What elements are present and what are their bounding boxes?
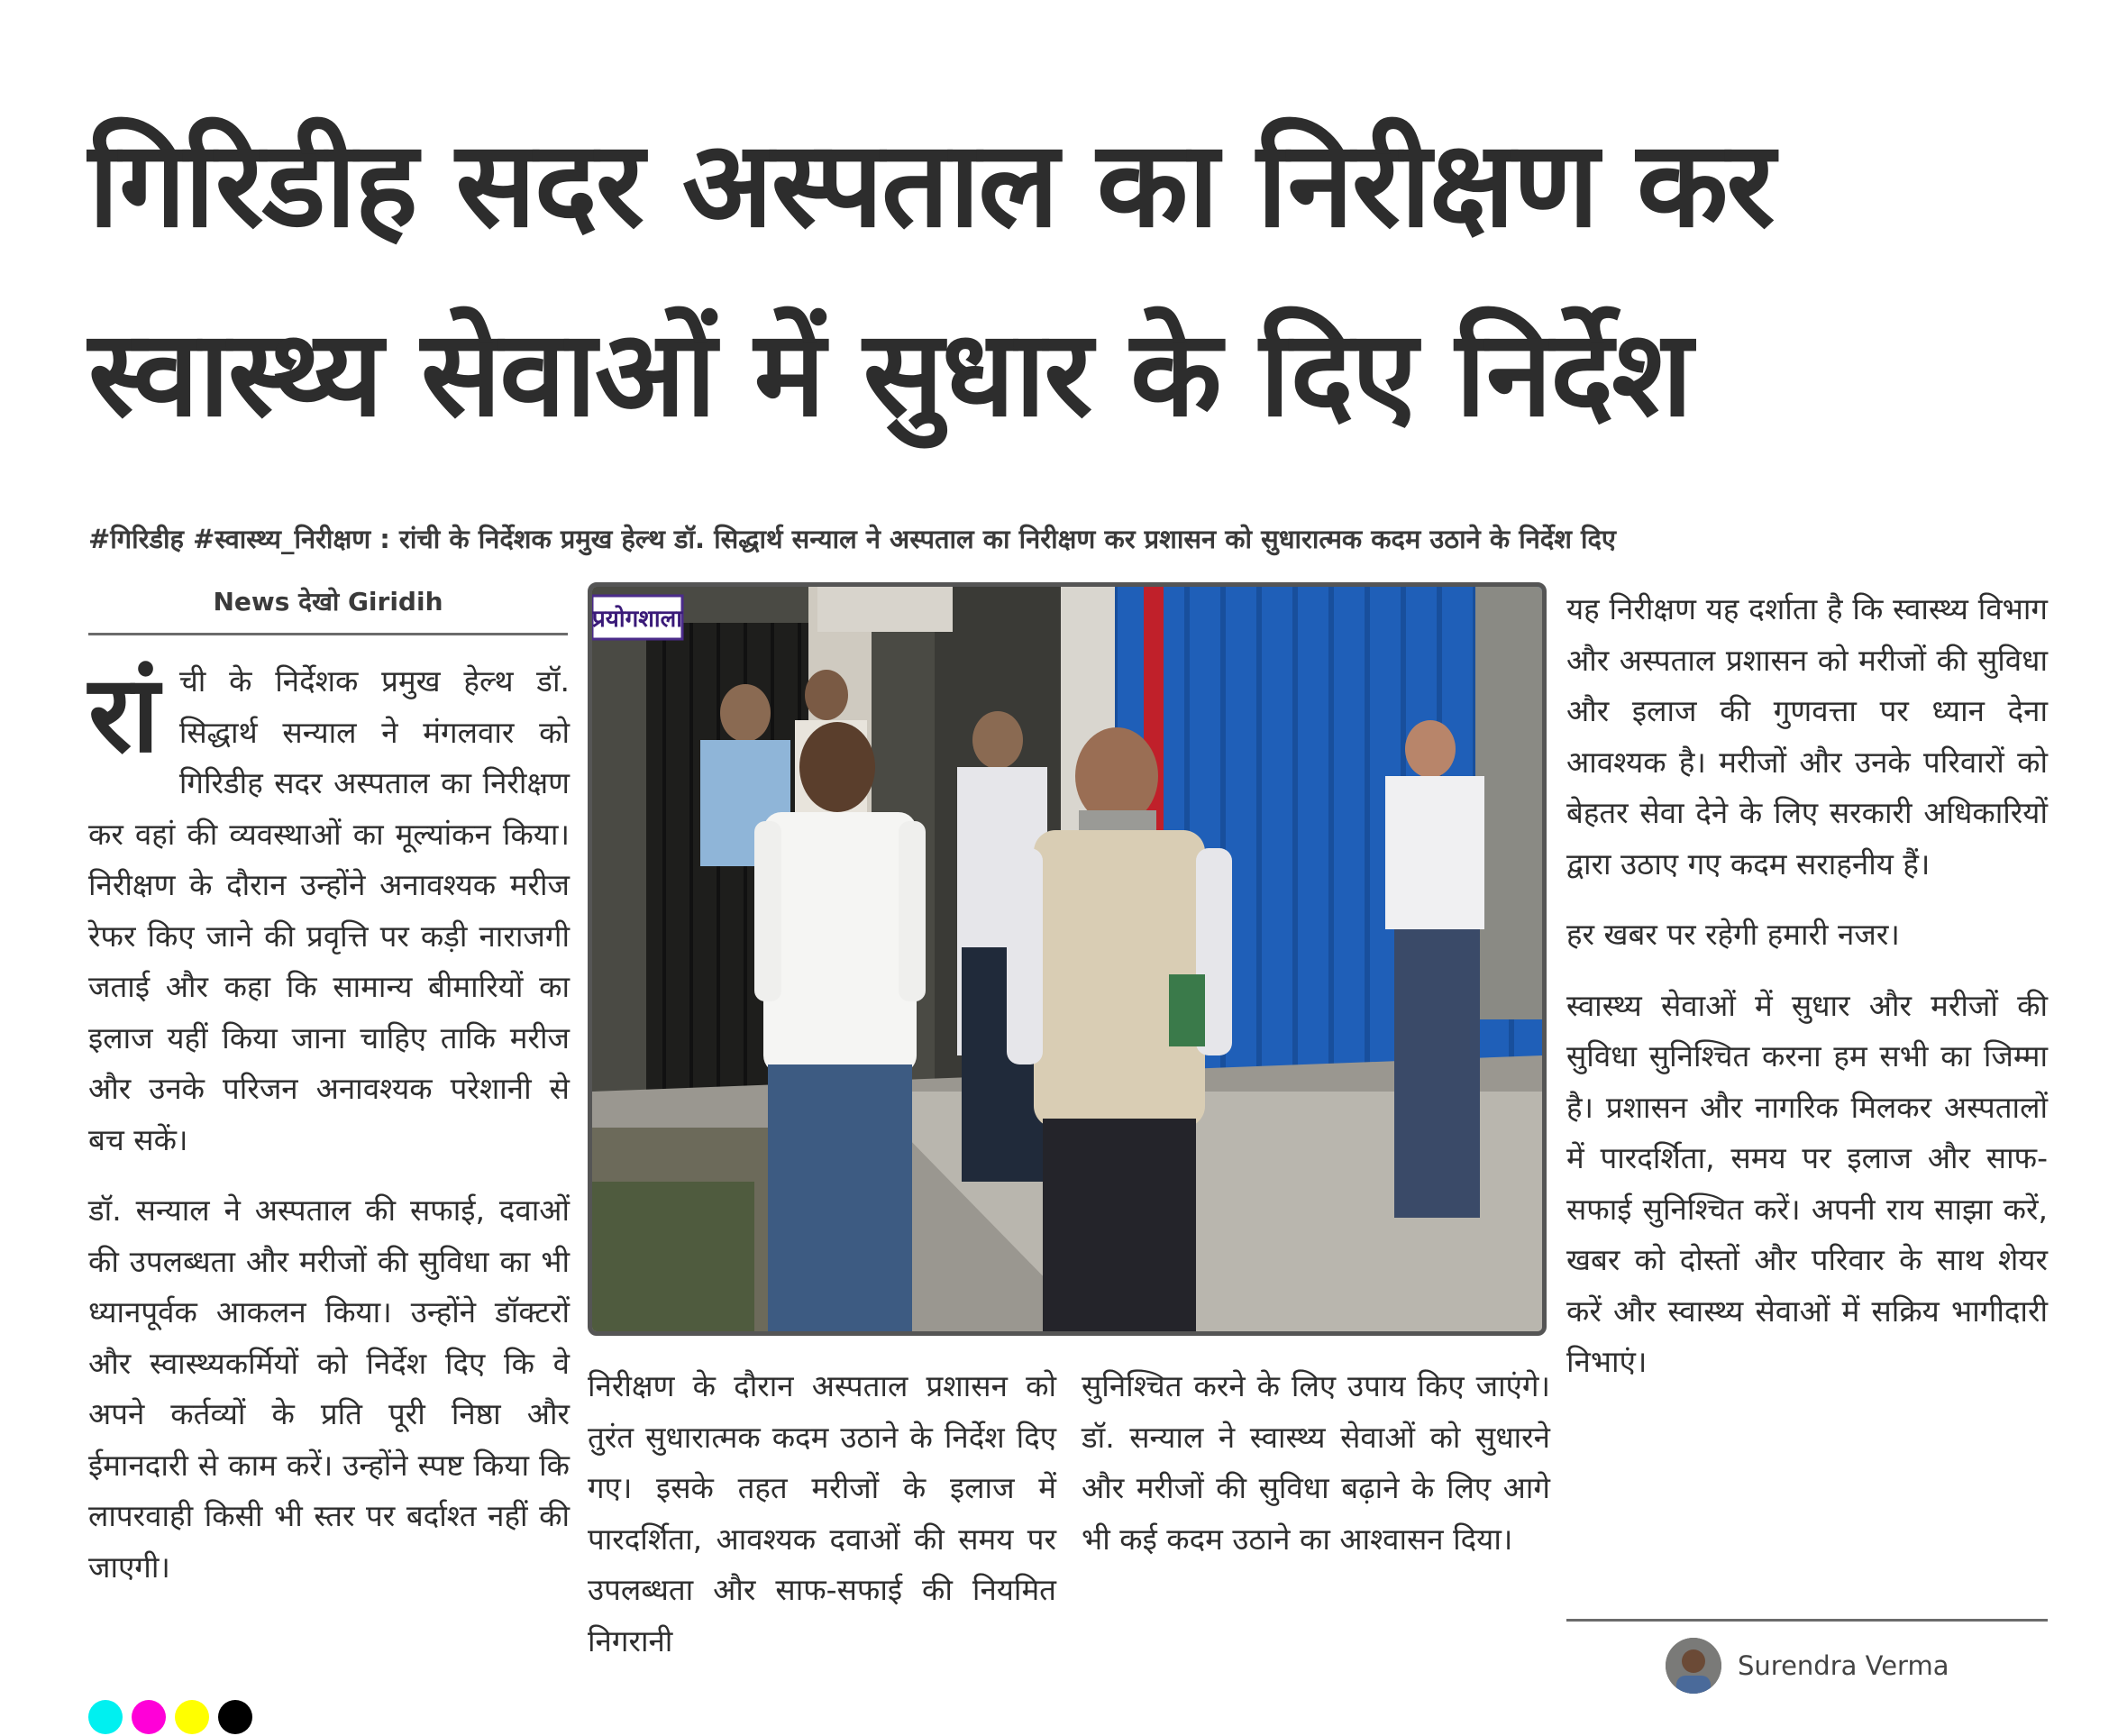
swatch-magenta [132, 1700, 166, 1734]
paragraph: हर खबर पर रहेगी हमारी नजर। [1566, 917, 1900, 952]
headline-line-1: गिरिडीह सदर अस्पताल का निरीक्षण कर [88, 115, 1774, 254]
author-credit [1666, 1637, 1949, 1695]
article-column-4 [1566, 584, 2048, 1408]
headline [88, 90, 2053, 469]
article-column-1 [88, 652, 570, 1613]
paragraph-text: ची के निर्देशक प्रमुख हेल्थ डॉ. सिद्धार्थ सन्याल ने मंगलवार को गिरिडीह सदर अस्पताल का निरीक्षण कर वहां की व्यवस्थाओं का मूल्यांकन किया। निरीक्षण के दौरान उन्होंने अनावश्यक मरीज रेफर किए जाने की प्रवृत्ति पर कड़ी नाराजगी जताई और कहा कि सामान्य बीमारियों का इलाज यहीं किया जाना चाहिए ताकि मरीज और उनके परिजन अनावश्यक परेशानी से बच सकें। [88, 663, 570, 1157]
paragraph: स्वास्थ्य सेवाओं में सुधार और मरीजों की सुविधा सुनिश्चित करना हम सभी का जिम्मा है। प्रशासन और नागरिक मिलकर अस्पतालों में पारदर्शिता, समय पर इलाज और साफ-सफाई सुनिश्चित करें। अपनी राय साझा करें, खबर को दोस्तों और परिवार के साथ शेयर करें और स्वास्थ्य सेवाओं में सक्रिय भागीदारी निभाएं। [1566, 987, 2048, 1379]
photo-sign-text: प्रयोगशाला [592, 606, 683, 633]
author-avatar [1666, 1638, 1721, 1694]
byline: News देखो Giridih [88, 584, 568, 635]
paragraph: सुनिश्चित करने के लिए उपाय किए जाएंगे। डॉ. सन्याल ने स्वास्थ्य सेवाओं को सुधारने और मरीजों की सुविधा बढ़ाने के लिए आगे भी कई कदम उठाने का आश्वासन दिया। [1082, 1368, 1550, 1557]
swatch-black [218, 1700, 252, 1734]
paragraph: निरीक्षण के दौरान अस्पताल प्रशासन को तुरंत सुधारात्मक कदम उठाने के निर्देश दिए गए। इसके तहत मरीजों के इलाज में पारदर्शिता, आवश्यक दवाओं की समय पर उपलब्धता और साफ-सफाई की नियमित निगरानी [588, 1368, 1056, 1658]
author-name: Surendra Verma [1738, 1650, 1949, 1681]
swatch-yellow [175, 1700, 209, 1734]
subheadline: #गिरिडीह #स्वास्थ्य_निरीक्षण : रांची के निर्देशक प्रमुख हेल्थ डॉ. सिद्धार्थ सन्याल ने अस्पताल का निरीक्षण कर प्रशासन को सुधारात्मक कदम उठाने के निर्देश दिए [88, 524, 1616, 554]
avatar-icon [1666, 1638, 1721, 1694]
article-column-2 [588, 1361, 1056, 1686]
photo-illustration [592, 587, 1542, 1331]
article-photo [588, 582, 1547, 1336]
column-divider [1566, 1619, 2048, 1622]
color-registration-marks [88, 1700, 252, 1734]
swatch-cyan [88, 1700, 123, 1734]
drop-cap: रां [88, 652, 160, 776]
paragraph: यह निरीक्षण यह दर्शाता है कि स्वास्थ्य विभाग और अस्पताल प्रशासन को मरीजों की सुविधा और इलाज की गुणवत्ता पर ध्यान देना आवश्यक है। मरीजों और उनके परिवारों को बेहतर सेवा देने के लिए सरकारी अधिकारियों द्वारा उठाए गए कदम सराहनीय हैं। [1566, 591, 2048, 882]
headline-line-2: स्वास्थ्य सेवाओं में सुधार के दिए निर्देश [88, 305, 1692, 443]
paragraph [88, 652, 570, 1165]
paragraph: डॉ. सन्याल ने अस्पताल की सफाई, दवाओं की उपलब्धता और मरीजों की सुविधा का भी ध्यानपूर्वक आकलन किया। उन्होंने डॉक्टरों और स्वास्थ्यकर्मियों को निर्देश दिए कि वे अपने कर्तव्यों के प्रति पूरी निष्ठा और ईमानदारी से काम करें। उन्होंने स्पष्ट किया कि लापरवाही किसी भी स्तर पर बर्दाश्त नहीं की जाएगी। [88, 1192, 570, 1585]
article-column-3 [1082, 1361, 1550, 1585]
